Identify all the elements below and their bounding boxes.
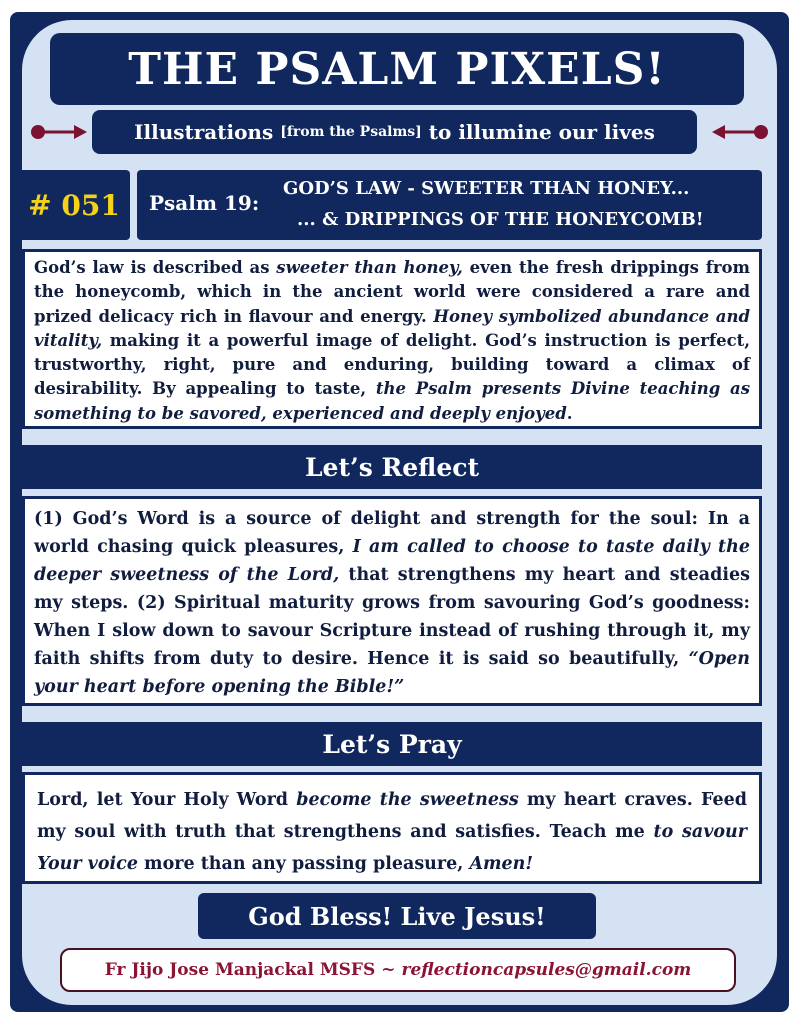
psalm-title-line-1: GOD’S LAW - SWEETER THAN HONEY... [283,178,690,199]
prayer-text: Lord, let Your Holy Word [37,790,297,810]
pray-heading: Let’s Pray [22,722,762,766]
intro-emphasis: the Psalm presents Divine teaching as something to be savored, experienced and deeply enjoyed [34,379,750,423]
intro-paragraph [22,249,762,429]
reflect-emphasis: I am called to choose to taste daily the deeper sweetness of the Lord, [34,537,750,585]
prayer-emphasis: become the sweetness [296,790,519,810]
prayer-emphasis: to savour Your voice [37,822,748,874]
author-name: Fr Jijo Jose Manjackal MSFS [104,960,376,980]
subtitle-main: Illustrations [134,120,274,144]
subtitle [92,110,697,154]
intro-text: making it a powerful image of delight. God’s instruction is perfect, trustworthy, right, pure and enduring, building toward a climax of desirability. By appealing to taste, [34,330,750,399]
author-email-link[interactable]: reflectioncapsules@gmail.com [401,960,692,980]
subtitle-bracket: [from the Psalms] [280,124,422,140]
arrow-left-icon [709,122,769,142]
psalm-number-badge: # 051 [18,170,130,240]
reflect-quote: “Open your heart before opening the Bible!” [34,649,750,697]
prayer-text: my heart craves. Feed my soul with truth that strengthens and satisfies. Teach me [37,790,747,842]
intro-text: . [566,403,573,423]
prayer-paragraph [22,772,762,884]
reflect-text: that strengthens my heart and steadies my steps. (2) Spiritual maturity grows from savouring God’s goodness: When I slow down to savour Scripture instead of rushing through it, my faith shifts from duty to desire. Hence it is said so beautifully, [34,565,750,669]
psalm-reference: Psalm 19: [149,191,260,215]
subtitle-row [30,110,769,154]
blessing-banner: God Bless! Live Jesus! [198,893,596,939]
intro-text: God’s law is described as [34,258,277,277]
prayer-emphasis: Amen! [469,854,534,874]
arrow-right-icon [30,122,90,142]
intro-emphasis: Honey symbolized abundance and vitality, [34,306,750,350]
footer-signature [60,948,736,992]
intro-text: even the fresh drippings from the honeycomb, which in the ancient world were considered a rare and prized delicacy rich in flavour and energy. [34,258,750,326]
reflect-text: (1) God’s Word is a source of delight and strength for the soul: In a world chasing quick pleasures, [34,509,750,557]
footer-separator: ~ [381,960,396,980]
reflect-heading: Let’s Reflect [22,445,762,489]
intro-emphasis: sweeter than honey, [276,258,463,277]
reflect-paragraph [22,496,762,706]
page-title: THE PSALM PIXELS! [50,33,744,105]
psalm-title-line-2: ... & DRIPPINGS OF THE HONEYCOMB! [297,209,704,230]
prayer-text: more than any passing pleasure, [137,854,470,874]
psalm-title-box [137,170,762,240]
subtitle-end: to illumine our lives [428,120,655,144]
